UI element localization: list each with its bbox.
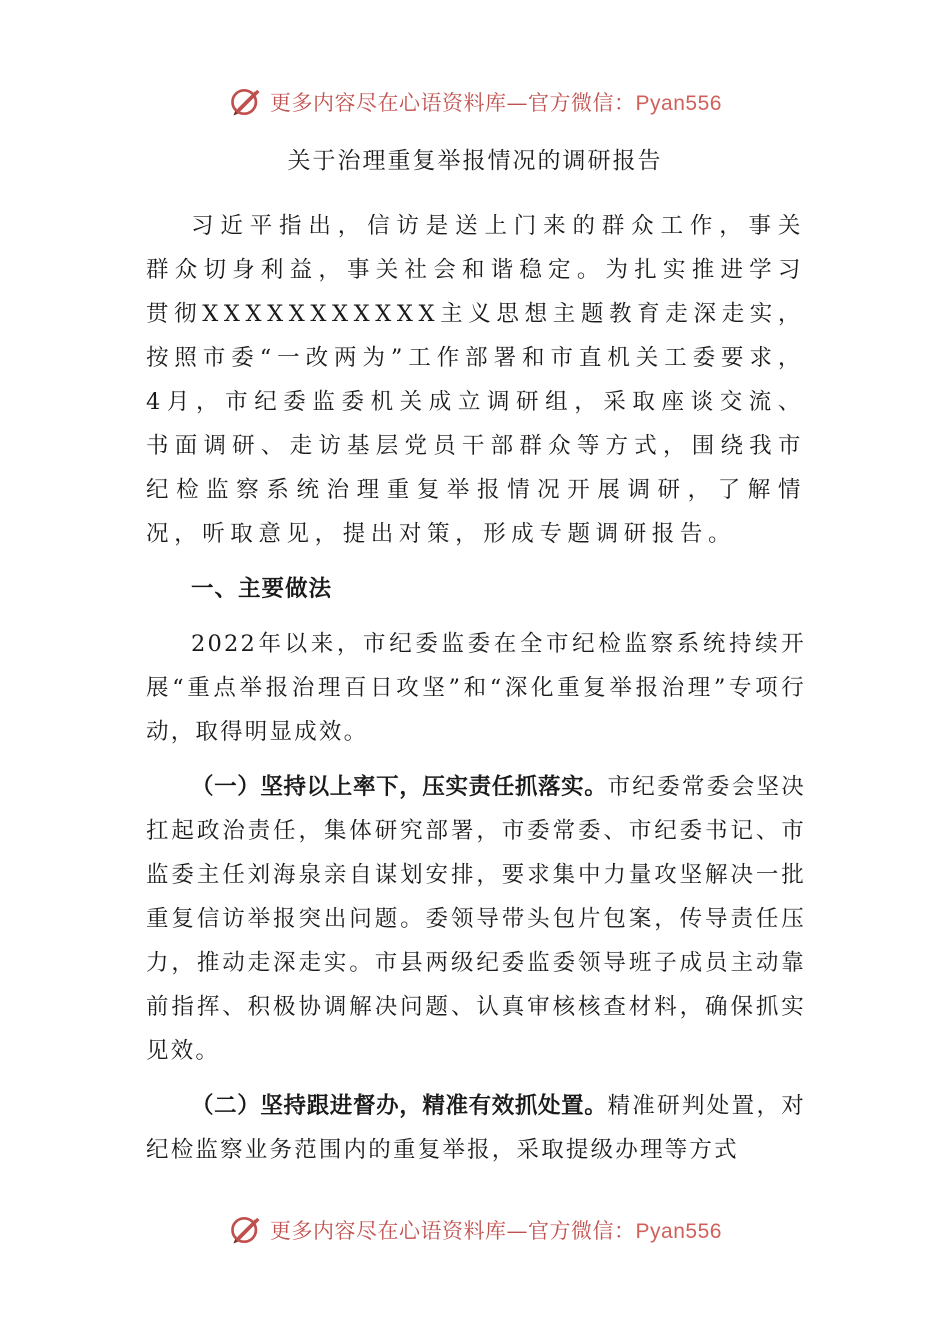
item-paragraph-2	[146, 1084, 806, 1172]
item-text-1: 市纪委常委会坚决扛起政治责任，集体研究部署，市委常委、市纪委书记、市监委主任刘海泉亲自谋划安排，要求集中力量攻坚解决一批重复信访举报突出问题。委领导带头包片包案，传导责任压力，推动走深走实。市县两级纪委监委领导班子成员主动靠前指挥、积极协调解决问题、认真审核核查材料，确保抓实见效。	[146, 774, 806, 1064]
document-title: 关于治理重复举报情况的调研报告	[287, 148, 663, 174]
document-body	[146, 204, 806, 1183]
item-lead-2: （二）坚持跟进督办，精准有效抓处置。	[191, 1093, 608, 1119]
watermark-footer	[0, 1210, 950, 1250]
pen-logo-icon	[228, 84, 264, 120]
item-paragraph-1	[146, 765, 806, 1073]
section-intro-paragraph: 2022年以来，市纪委监委在全市纪检监察系统持续开展“重点举报治理百日攻坚”和“深化重复举报治理”专项行动，取得明显成效。	[146, 631, 806, 745]
watermark-header	[0, 82, 950, 122]
pen-logo-icon	[228, 1212, 264, 1248]
watermark-text: 更多内容尽在心语资料库—官方微信：Pyan556	[270, 91, 722, 115]
intro-paragraph: 习近平指出，信访是送上门来的群众工作，事关群众切身利益，事关社会和谐稳定。为扎实推进学习贯彻XXXXXXXXXXX主义思想主题教育走深走实，按照市委“一改两为”工作部署和市直机关工委要求，4月，市纪委监委机关成立调研组，采取座谈交流、书面调研、走访基层党员干部群众等方式，围绕我市纪检监察系统治理重复举报情况开展调研，了解情况，听取意见，提出对策，形成专题调研报告。	[146, 213, 806, 547]
watermark-text: 更多内容尽在心语资料库—官方微信：Pyan556	[270, 1219, 722, 1243]
item-lead-1: （一）坚持以上率下，压实责任抓落实。	[191, 774, 608, 800]
section-heading: 一、主要做法	[191, 576, 333, 602]
item-text-2: 精准研判处置，对纪检监察业务范围内的重复举报，采取提级办理等方式	[146, 1093, 806, 1163]
